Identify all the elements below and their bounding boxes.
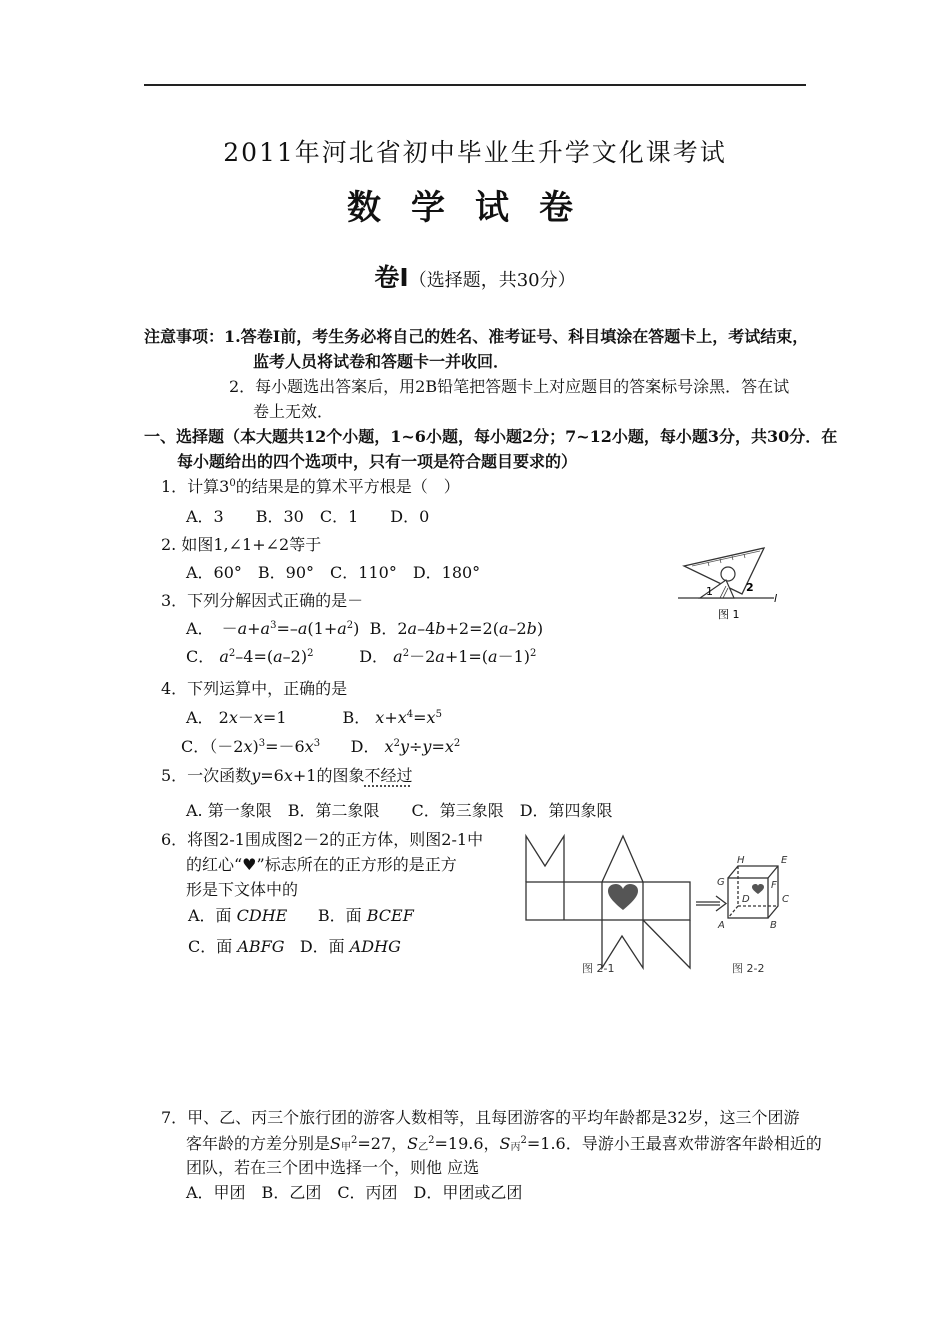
- notice-line-1: 注意事项：1.答卷Ⅰ前，考生务必将自己的姓名、准考证号、科目填涂在答题卡上，考试结束，: [144, 327, 809, 346]
- vertex-d-label: D: [742, 894, 750, 905]
- part-note: （选择题，共30分）: [408, 270, 576, 291]
- part-label: 卷Ⅰ: [374, 263, 409, 292]
- q4-options-cd: C．$(-2x)^3=-6x^3$ D． $x^2y\div y=x^2$: [181, 737, 461, 756]
- heart-icon: [608, 884, 638, 910]
- q5-emphasis: 不经过: [364, 766, 413, 785]
- q2-options: A．60° B．90° C．110° D．180°: [186, 563, 481, 582]
- q3-stem: 3．下列分解因式正确的是－: [161, 591, 364, 610]
- top-rule: [144, 84, 806, 86]
- q1-stem: 1．计算$3^0$的结果是的算术平方根是（ ）: [161, 477, 460, 496]
- part-heading: [0, 258, 950, 294]
- q1-options: A．3 B．30 C．1 D．0: [186, 507, 430, 526]
- figure-2: [522, 830, 812, 980]
- q7-line-2: 客年龄的方差分别是$S_甲^2=27$，$S_乙^2=19.6$，$S_丙^2=1.6$．导游小王最喜欢带游客年龄相近的: [186, 1134, 822, 1153]
- q6-line-2: 的红心“♥”标志所在的正方形的是正方: [186, 855, 457, 874]
- q6-options-ab: A．面 CDHE B．面 BCEF: [188, 906, 414, 925]
- vertex-c-label: C: [782, 894, 789, 905]
- q6-options-cd: C．面 ABFG D．面 ADHG: [188, 937, 401, 956]
- notice-line-4: 卷上无效．: [253, 402, 334, 421]
- notice-line-3: 2．每小题选出答案后，用2B铅笔把答题卡上对应题目的答案标号涂黑．答在试: [229, 377, 790, 396]
- q4-options-ab: A． 2x－x=1 B． $x+x^4=x^5$: [186, 708, 442, 727]
- q7-options: A．甲团 B．乙团 C．丙团 D．甲团或乙团: [186, 1183, 523, 1202]
- q4-stem: 4．下列运算中，正确的是: [161, 679, 348, 698]
- figure-2-1-caption: 图 2-1: [582, 962, 615, 975]
- vertex-h-label: H: [737, 855, 745, 866]
- q5-options: A. 第一象限 B．第二象限 C．第三象限 D．第四象限: [186, 801, 613, 820]
- cube-figure: [728, 866, 778, 918]
- small-heart-icon: [752, 884, 764, 894]
- q6-line-3: 形是下文体中的: [186, 880, 299, 899]
- q5-stem: 5．一次函数y=6x+1的图象不经过: [161, 766, 413, 785]
- cube-net: [526, 836, 690, 968]
- section-heading-line-2: 每小题给出的四个选项中，只有一项是符合题目要求的）: [177, 452, 578, 471]
- angle-2-label: 2: [746, 581, 754, 594]
- vertex-a-label: A: [718, 920, 725, 931]
- q2-stem: 2. 如图1,∠1+∠2等于: [161, 535, 322, 554]
- figure-1-caption: 图 1: [718, 608, 740, 621]
- q3-options-ab: A． $-a+a^3=-a(1+a^2)$ B．2a–4b+2=2(a–2b): [186, 619, 544, 638]
- angle-1-label: 1: [706, 585, 713, 598]
- q3-options-cd: C． $a^2-4=(a-2)^2$ D． $a^2-2a+1=(a-1)^2$: [186, 647, 537, 666]
- vertex-e-label: E: [781, 855, 788, 866]
- q7-line-1: 7．甲、乙、丙三个旅行团的游客人数相等，且每团游客的平均年龄都是32岁，这三个团游: [161, 1108, 800, 1127]
- figure-1: [678, 544, 788, 624]
- figure-2-2-caption: 图 2-2: [732, 962, 765, 975]
- vertex-b-label: B: [770, 920, 777, 931]
- vertex-f-label: F: [771, 880, 777, 891]
- arrow-icon: [696, 896, 726, 911]
- q6-line-1: 6．将图2-1围成图2－2的正方体，则图2-1中: [161, 830, 484, 849]
- line-l-label: l: [774, 592, 778, 605]
- notice-line-2: 监考人员将试卷和答题卡一并收回．: [253, 352, 510, 371]
- notice-label: 注意事项：: [144, 327, 225, 346]
- vertex-g-label: G: [717, 877, 725, 888]
- exam-title: 2011年河北省初中毕业生升学文化课考试: [223, 138, 727, 167]
- q7-line-3: 团队，若在三个团中选择一个，则他 应选: [186, 1158, 480, 1177]
- subject-title: 数学试卷: [347, 188, 603, 228]
- section-heading-line-1: 一、选择题（本大题共12个小题，1~6小题，每小题2分；7~12小题，每小题3分，共30分．在: [144, 427, 838, 446]
